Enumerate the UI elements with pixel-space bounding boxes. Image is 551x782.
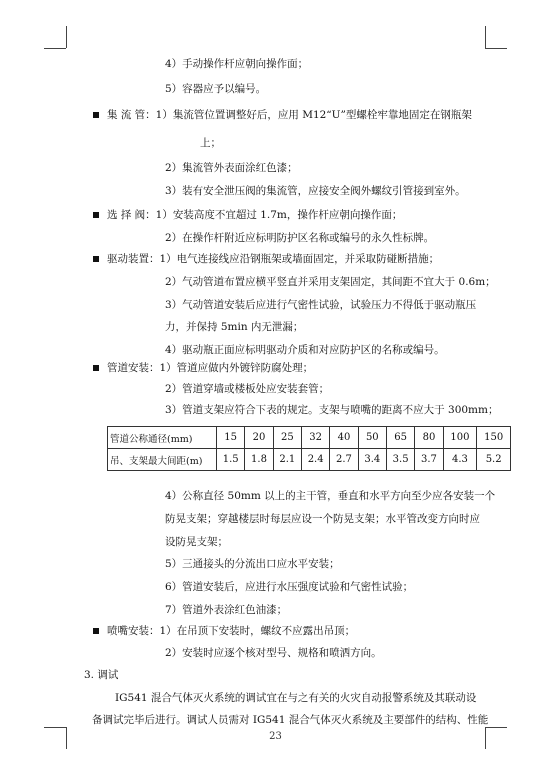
table-header-cell: 管道公称通径(mm) (108, 427, 217, 449)
pipe-support-spacing-table (107, 426, 511, 471)
item-line: 2）气动管道布置应横平竖直并采用支架固定，其间距不宜大于 0.6m； (165, 276, 496, 288)
table-cell: 80 (415, 427, 443, 449)
item-line: 4）手动操作杆应朝向操作面； (165, 58, 309, 70)
table-cell: 3.4 (358, 449, 386, 471)
paragraph-line: 备调试完毕后进行。调试人员需对 IG541 混合气体灭火系统及主要部件的结构、性能 (92, 714, 489, 726)
item-line: 3）管道支架应符合下表的规定。支架与喷嘴的距离不应大于 300mm； (165, 404, 499, 416)
crop-mark-top-left-h (44, 48, 66, 49)
item-line: 上； (200, 137, 221, 149)
section-line: 驱动装置：1）电气连接线应沿钢瓶架或墙面固定，并采取防碰断措施； (107, 253, 440, 265)
item-line: 6）管道安装后，应进行水压强度试验和气密性试验； (165, 581, 414, 593)
crop-mark-top-left-v (66, 26, 67, 48)
bullet-square-icon (93, 112, 99, 118)
item-line: 5）容器应予以编号。 (165, 83, 267, 95)
item-line: 防晃支架；穿越楼层时每层应设一个防晃支架；水平管改变方向时应 (165, 513, 480, 525)
bullet-square-icon (93, 256, 99, 262)
crop-mark-bottom-left-h (44, 727, 66, 728)
section-line: 集 流 管：1）集流管位置调整好后，应用 M12“U”型螺栓牢靠地固定在钢瓶架 (107, 109, 472, 121)
item-line: 4）驱动瓶正面应标明驱动介质和对应防护区的名称或编号。 (165, 344, 445, 356)
page-number: 23 (269, 731, 282, 742)
table-cell: 4.3 (443, 449, 477, 471)
table-cell: 65 (386, 427, 414, 449)
section-heading: 3. 调试 (84, 669, 119, 681)
section-line: 选 择 阀：1）安装高度不宜超过 1.7m，操作杆应朝向操作面； (107, 209, 403, 221)
table-cell: 2.7 (330, 449, 358, 471)
item-line: 5）三通接头的分流出口应水平安装； (165, 558, 340, 570)
table-cell: 50 (358, 427, 386, 449)
item-line: 4）公称直径 50mm 以上的主干管，垂直和水平方向至少应各安装一个 (165, 490, 496, 502)
table-cell: 40 (330, 427, 358, 449)
crop-mark-top-right-h (485, 48, 507, 49)
table-cell: 3.7 (415, 449, 443, 471)
crop-mark-top-right-v (485, 26, 486, 48)
table-cell: 20 (245, 427, 273, 449)
section-line: 喷嘴安装：1）在吊顶下安装时，螺纹不应露出吊顶； (107, 625, 356, 637)
table-cell: 3.5 (386, 449, 414, 471)
section-line: 管道安装：1）管道应做内外镀锌防腐处理； (107, 362, 314, 374)
table-header-cell: 吊、支架最大间距(m) (108, 449, 217, 471)
item-line: 2）管道穿墙或楼板处应安装套管； (165, 383, 330, 395)
item-line: 2）安装时应逐个核对型号、规格和喷洒方向。 (165, 647, 382, 659)
item-line: 2）在操作杆附近应标明防护区名称或编号的永久性标牌。 (165, 232, 435, 244)
table-cell: 2.4 (301, 449, 329, 471)
paragraph-line: IG541 混合气体灭火系统的调试宜在与之有关的火灾自动报警系统及其联动设 (115, 692, 477, 704)
table-cell: 5.2 (477, 449, 511, 471)
table-cell: 15 (217, 427, 245, 449)
crop-mark-bottom-right-h (485, 727, 507, 728)
bullet-square-icon (93, 212, 99, 218)
table-cell: 32 (301, 427, 329, 449)
table-cell: 2.1 (273, 449, 301, 471)
table-cell: 150 (477, 427, 511, 449)
item-line: 3）气动管道安装后应进行气密性试验，试验压力不得低于驱动瓶压 (165, 299, 477, 311)
item-line: 2）集流管外表面涂红色漆； (165, 162, 298, 174)
table-cell: 25 (273, 427, 301, 449)
bullet-square-icon (93, 365, 99, 371)
item-line: 3）装有安全泄压阀的集流管，应接安全阀外螺纹引管接到室外。 (165, 185, 466, 197)
item-line: 力，并保持 5min 内无泄漏； (165, 321, 304, 333)
table-row (108, 427, 511, 449)
item-line: 设防晃支架； (165, 536, 228, 548)
table-cell: 1.5 (217, 449, 245, 471)
item-line: 7）管道外表涂红色油漆； (165, 604, 288, 616)
table-cell: 100 (443, 427, 477, 449)
bullet-square-icon (93, 628, 99, 634)
table-cell: 1.8 (245, 449, 273, 471)
table-row (108, 449, 511, 471)
